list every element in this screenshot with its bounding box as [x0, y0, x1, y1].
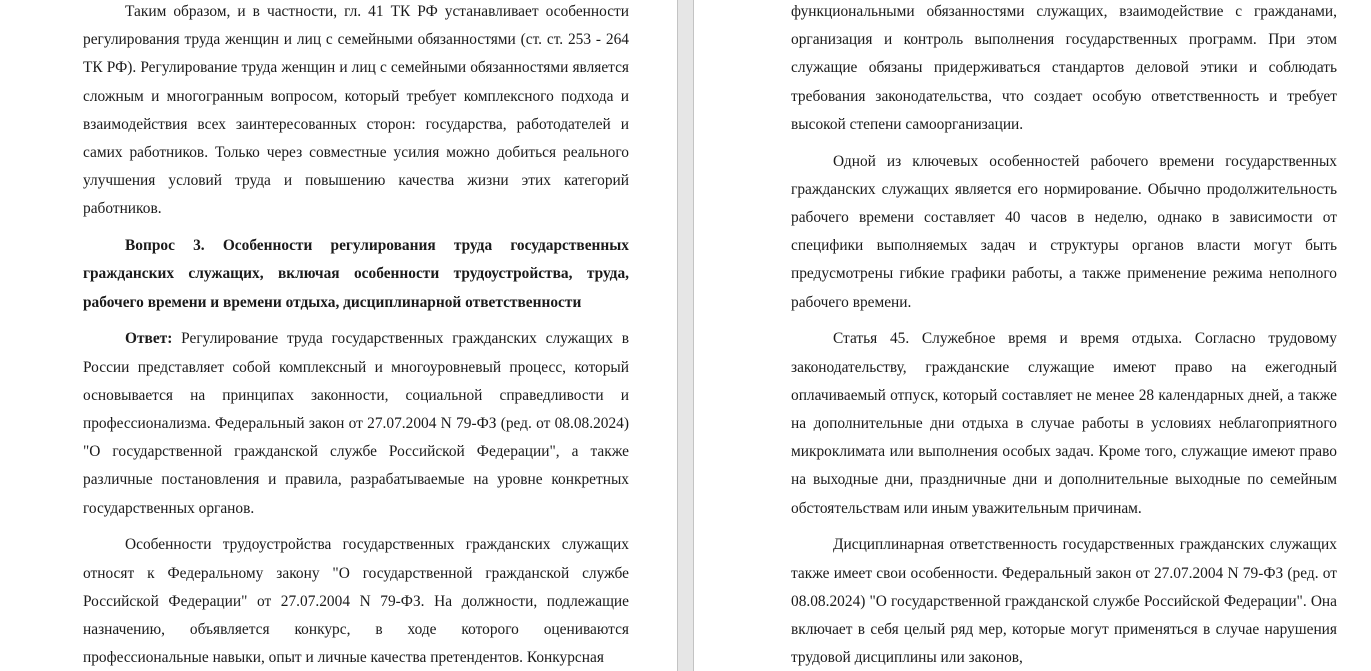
paragraph-employment-features[interactable]: Особенности трудоустройства государственных гражданских служащих относят к Федеральному закону "О государственной гражданской службе Российской Федерации" от 27.07.2004 N 79-ФЗ. На должности, подлежащие назначению, объявляется конкурс, в ходе которого оцениваются профессиональные навыки, опыт и личные качества претендентов. Конкурсная	[83, 536, 629, 667]
document-page-right[interactable]	[695, 0, 1371, 671]
section-heading-question-3[interactable]: Вопрос 3. Особенности регулирования труда государственных гражданских служащих, включая особенности трудоустройства, труда, рабочего времени и времени отдыха, дисциплинарной ответственности	[83, 237, 629, 311]
paragraph-answer[interactable]	[83, 325, 629, 522]
paragraph-article-45-rest-time[interactable]: Статья 45. Служебное время и время отдыха. Согласно трудовому законодательству, гражданские служащие имеют право на ежегодный оплачиваемый отпуск, который составляет не менее 28 календарных дней, а также на дополнительные дни отдыха в случае работы в условиях неблагоприятного микроклимата или выполнения особых задач. Кроме того, служащие имеют право на выходные дни, праздничные дни и дополнительные выходные по семейным обстоятельствам или иным уважительным причинам.	[791, 330, 1337, 517]
paragraph-working-time[interactable]: Одной из ключевых особенностей рабочего времени государственных гражданских служащих является его нормирование. Обычно продолжительность рабочего времени составляет 40 часов в неделю, однако в зависимости от специфики выполняемых задач и структуры органов власти могут быть предусмотрены гибкие графики работы, а также применение режима неполного рабочего времени.	[791, 152, 1337, 311]
page-text-column	[791, 0, 1337, 671]
page-separator-gutter	[677, 0, 694, 671]
answer-body-text: Регулирование труда государственных гражданских служащих в России представляет собой комплексный и многоуровневый процесс, который основывается на принципах законности, социальной справедливости и профессионализма. Федеральный закон от 27.07.2004 N 79-ФЗ (ред. от 08.08.2024) "О государственной гражданской службе Российской Федерации", а также различные постановления и правила, разрабатываемые на уровне конкретных государственных органов.	[83, 330, 629, 517]
paragraph-disciplinary-responsibility[interactable]: Дисциплинарная ответственность государственных гражданских служащих также имеет свои особенности. Федеральный закон от 27.07.2004 N 79-ФЗ (ред. от 08.08.2024) "О государственной гражданской службе Российской Федерации". Она включает в себя целый ряд мер, которые могут применяться в случае нарушения трудовой дисциплины или законов,	[791, 536, 1337, 667]
document-page-left[interactable]	[0, 0, 677, 671]
paragraph-continuation-duties[interactable]: функциональными обязанностями служащих, взаимодействие с гражданами, организация и контроль выполнения государственных программ. При этом служащие обязаны придерживаться стандартов деловой этики и соблюдать требования законодательства, что создает особую ответственность и требует высокой степени самоорганизации.	[791, 3, 1337, 133]
answer-lead-label: Ответ:	[125, 330, 173, 348]
paragraph-conclusion-women-labor[interactable]: Таким образом, и в частности, гл. 41 ТК РФ устанавливает особенности регулирования труда женщин и лиц с семейными обязанностями (ст. ст. 253 - 264 ТК РФ). Регулирование труда женщин и лиц с семейными обязанностями является сложным и многогранным вопросом, который требует комплексного подхода и взаимодействия всех заинтересованных сторон: государства, работодателей и самих работников. Только через совместные усилия можно добиться реального улучшения условий труда и повышению качества жизни этих категорий работников.	[83, 3, 629, 218]
page-text-column	[83, 0, 629, 671]
